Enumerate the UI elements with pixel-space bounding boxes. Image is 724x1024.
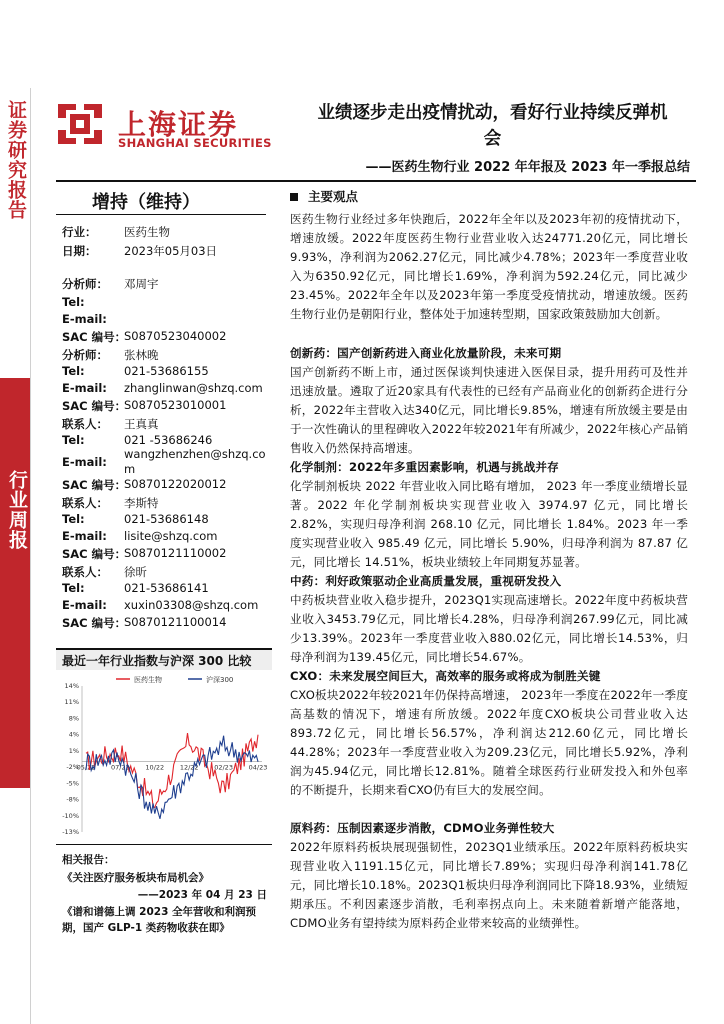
email-label: E-mail: [62,381,107,395]
side-divider [30,88,31,1024]
analyst-name: 邓周宇 [124,277,159,291]
email-value[interactable]: zhanglinwan@shzq.com [124,381,263,395]
sac-number: S0870121110002 [124,546,227,560]
sac-number: S0870121100014 [124,615,227,629]
chart-heading: 最近一年行业指数与沪深 300 比较 [56,648,272,670]
section-heading: 主要观点 [290,187,358,205]
legend-label: 沪深300 [206,676,234,684]
cxo-heading: CXO：未来发展空间巨大，高效率的服务或将成为制胜关键 [290,669,601,683]
email-value[interactable]: lisite@shzq.com [124,529,218,543]
cxo-text: CXO板块2022年较2021年仍保持高增速， 2023年一季度在2022年一季度高基数的情况下，增速有所放缓。2022年度CXO板块公司营业收入达893.72亿元，同比增长56.57%，净利润达212.60亿元，同比增长44.28%；2023年一季度营业收入为209.23亿元，同比增长5.92%，净利润为45.94亿元，同比增长12.81%。随着全球医药行业研发投入和外包率的不断提升，长期来看CXO仍有巨大的发展空间。 [290,688,688,797]
contact-name: 李斯特 [124,496,159,510]
report-title: 业绩逐步走出疫情扰动，看好行业持续反弹机 会 [317,103,668,149]
tel-value: 021-53686148 [124,512,209,526]
legend-label: 医药生物 [134,676,162,684]
tel-value: 021 -53686246 [124,433,213,447]
x-tick-label: 07/22 [111,763,130,772]
email-value[interactable]: wangzhenzhen@shzq.co m [124,447,266,476]
sac-row [62,546,272,566]
contact-name: 徐昕 [124,565,147,579]
date-row [62,243,272,263]
role-label: 联系人： [62,565,108,579]
y-tick-label: 11% [64,698,79,707]
related-report-date: ——2023 年 04 月 23 日 [137,889,267,901]
rating: 增持（维持） [92,192,200,213]
y-tick-label: -8% [66,795,79,804]
analyst-name: 张林晚 [124,348,159,362]
sac-number: S0870523040002 [124,329,227,343]
x-tick-label: 02/23 [214,763,233,772]
sac-label: SAC 编号： [62,330,127,344]
side-band-red [0,378,30,788]
y-tick-label: -5% [66,779,79,788]
sac-number: S0870523010001 [124,398,227,412]
chemical-drugs-section [290,458,688,572]
innovative-drugs-text: 国产创新药不断上市，通过医保谈判快速进入医保目录，提升用药可及性并迅速放量。遴取了近20家具有代表性的已经有产品商业化的创新药企进行分析，2022年主营收入达340亿元，同比增长9.85%，增速有所放缓主要是由于一次性确认的里程碑收入2022年较2021年有所减少，2022年核心产品销售收入仍然保持高增速。 [290,365,688,455]
index-comparison-chart [56,672,272,842]
email-row [62,447,272,481]
related-divider [56,844,272,845]
related-heading: 相关报告： [62,854,115,866]
industry-label: 行业： [62,225,97,239]
date-value: 2023年05月03日 [124,244,218,258]
y-tick-label: -10% [62,811,79,820]
tcm-section [290,572,688,667]
y-tick-label: 1% [68,746,79,755]
report-type-label: 证券研究报告 [5,100,27,220]
related-report-title[interactable]: 《关注医疗服务板块布局机会》 [62,872,209,884]
tel-label: Tel: [62,433,85,447]
role-label: 联系人： [62,496,108,510]
email-value[interactable]: xuxin03308@shzq.com [124,598,259,612]
date-label: 日期： [62,244,97,258]
sac-label: SAC 编号： [62,478,127,492]
tel-label: Tel: [62,581,85,595]
industry-value: 医药生物 [124,225,170,239]
y-tick-label: -13% [62,828,79,836]
bullet-square-icon [290,193,298,201]
tcm-heading: 中药：利好政策驱动企业高质量发展，重视研发投入 [290,574,562,588]
title-divider [56,180,696,182]
report-category-label: 行业周报 [6,470,28,550]
sac-row [62,615,272,635]
email-label: E-mail: [62,455,107,469]
overview-paragraph: 医药生物行业经过多年快跑后，2022年全年以及2023年初的疫情扰动下，增速放缓。2022年度医药生物行业营业收入达24771.20亿元，同比增长9.93%，净利润为2062.27亿元，同比减少4.78%；2023年一季度营业收入为6350.92亿元，同比增长1.69%，净利润为592.24亿元，同比减少23.45%。2022年全年以及2023年第一季度受疫情扰动，增速放缓。医药生物行业仍是朝阳行业，整体处于加速转型期，国家政策鼓励加大创新。 [290,212,688,321]
email-label: E-mail: [62,312,107,326]
shanghai-securities-logo-icon [52,96,108,152]
email-label: E-mail: [62,598,107,612]
logo-english-name: SHANGHAI SECURITIES [118,136,272,150]
tcm-text: 中药板块营业收入稳步提升，2023Q1实现高速增长。2022年度中药板块营业收入3453.79亿元，同比增长4.28%，归母净利润267.99亿元，同比减少13.39%。2023年一季度营业收入880.02亿元，同比增长14.53%，归母净利润为139.45亿元，同比增长54.67%。 [290,593,688,664]
role-label: 分析师： [62,348,108,362]
report-subtitle: ——医药生物行业 2022 年年报及 2023 年一季报总结 [365,160,690,175]
api-section [290,819,688,933]
y-tick-label: 8% [68,714,79,723]
tel-value: 021-53686155 [124,364,209,378]
related-report-title[interactable]: 《谱和谱德上调 2023 全年营收和利润预期，国产 GLP-1 类药物收获在即》 [62,906,257,934]
logo-chinese-name: 上海证券 [118,108,239,141]
sac-row [62,398,272,418]
tel-value: 021-53686141 [124,581,209,595]
api-heading: 原料药：压制因素逐步消散，CDMO业务弹性较大 [290,821,555,835]
role-label: 联系人： [62,417,108,431]
y-tick-label: -2% [66,763,79,772]
chart-canvas [56,672,272,842]
innovative-drugs-section [290,344,688,458]
chemical-drugs-heading: 化学制剂：2022年多重因素影响，机遇与挑战并存 [290,460,559,474]
x-tick-label: 04/23 [248,763,268,772]
cxo-section [290,667,688,800]
email-label: E-mail: [62,529,107,543]
x-tick-label: 05/22 [76,763,96,772]
contact-name: 王真真 [124,417,159,431]
chemical-drugs-text: 化学制剂板块 2022 年营业收入同比略有增加， 2023 年一季度业绩增长显著。2022 年化学制剂板块实现营业收入 3974.97 亿元，同比增长 2.82%，实现归母净利润 268.10 亿元，同比增长 1.84%。2023 年一季度实现营业收入 985.49 亿元，同比增长 5.90%，归母净利润为 87.87 亿元，同比增长 14.51%，板块业绩较上年同期复苏显著。 [290,479,688,569]
tel-label: Tel: [62,512,85,526]
api-text: 2022年原料药板块展现强韧性，2023Q1业绩承压。2022年原料药板块实现营业收入1191.15亿元，同比增长7.89%；实现归母净利润141.78亿元，同比增长10.18%。2023Q1板块归母净利润同比下降18.93%，业绩短期承压。不利因素逐步消散，毛利率拐点向上。未来随着新增产能落地，CDMO业务有望持续为原料药企业带来较高的业绩弹性。 [290,840,688,930]
sac-label: SAC 编号： [62,399,127,413]
sac-row [62,329,272,349]
innovative-drugs-heading: 创新药：国产创新药进入商业化放量阶段，未来可期 [290,346,562,360]
analyst-row [62,276,272,296]
sac-row [62,477,272,497]
tel-label: Tel: [62,295,85,309]
sac-label: SAC 编号： [62,616,127,630]
x-tick-label: 12/22 [179,763,199,772]
tel-label: Tel: [62,364,85,378]
y-tick-label: 4% [68,730,79,739]
industry-row [62,224,272,244]
x-tick-label: 10/22 [145,763,165,772]
sac-label: SAC 编号： [62,547,127,561]
sac-number: S0870122020012 [124,477,227,491]
role-label: 分析师： [62,277,108,291]
rating-divider [56,214,266,215]
y-tick-label: 14% [64,682,79,690]
